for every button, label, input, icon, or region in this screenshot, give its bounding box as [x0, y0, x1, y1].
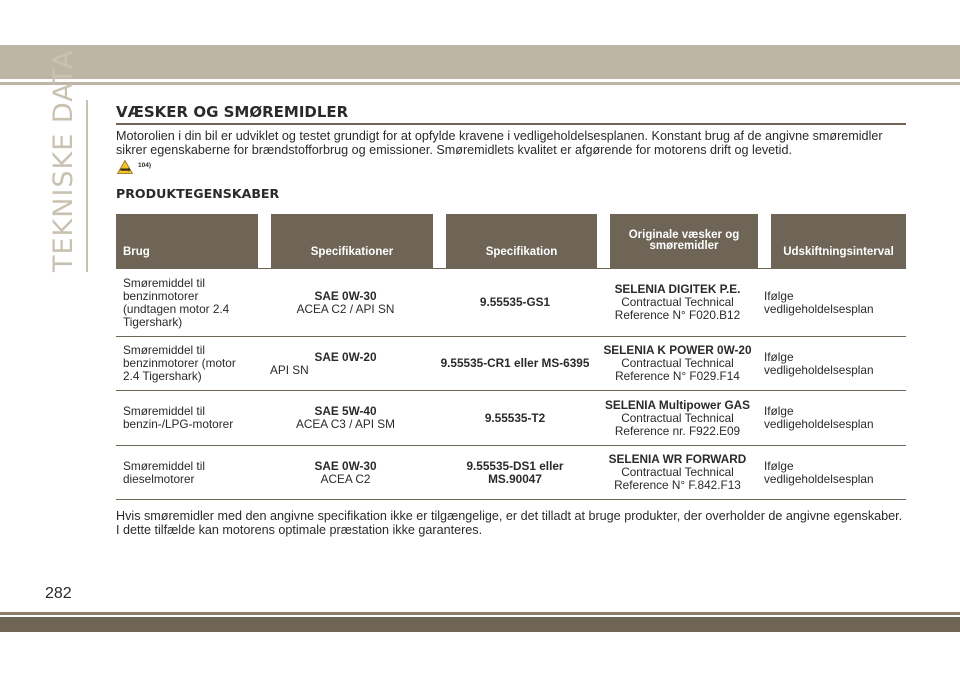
table-header-row	[116, 214, 906, 268]
page-content	[116, 103, 906, 537]
bottom-band	[0, 617, 960, 632]
cell-originale	[597, 337, 758, 391]
cell-brug: Smøremiddel til dieselmotorer	[116, 446, 258, 500]
spec-sub: ACEA C2 / API SN	[296, 301, 395, 316]
bottom-rule	[0, 612, 960, 615]
cell-interval: Ifølge vedligeholdelsesplan	[758, 337, 906, 391]
table-row	[116, 446, 906, 500]
side-section-title: TEKNISKE DATA	[48, 49, 79, 272]
cell-specifikation: 9.55535-DS1 eller MS.90047	[433, 446, 597, 500]
cell-specifikation: 9.55535-T2	[433, 391, 597, 446]
orig-sub: Contractual Technical Reference N° F.842.F13	[614, 465, 741, 492]
cell-interval: Ifølge vedligeholdelsesplan	[758, 268, 906, 337]
header-originale: Originale væsker og smøremidler	[597, 214, 758, 268]
top-band	[0, 45, 960, 79]
cell-originale	[597, 268, 758, 337]
page-number: 282	[45, 585, 72, 602]
cell-brug: Smøremiddel til benzinmotorer (motor 2.4 Tigershark)	[116, 337, 258, 391]
cell-brug: Smøremiddel til benzinmotorer (undtagen motor 2.4 Tigershark)	[116, 268, 258, 337]
top-rule	[0, 82, 960, 85]
cell-interval: Ifølge vedligeholdelsesplan	[758, 391, 906, 446]
cell-specifikationer	[258, 268, 433, 337]
spec-sub: ACEA C2	[320, 471, 371, 486]
header-specifikationer: Specifikationer	[258, 214, 433, 268]
table-row	[116, 268, 906, 337]
warning-reference	[116, 160, 906, 176]
spec-title: SAE 0W-30	[314, 458, 377, 473]
product-properties-table	[116, 214, 906, 500]
orig-title: SELENIA DIGITEK P.E.	[614, 282, 741, 296]
spec-title: SAE 0W-20	[314, 349, 377, 364]
cell-specifikationer	[258, 391, 433, 446]
cell-specifikation: 9.55535-GS1	[433, 268, 597, 337]
orig-sub: Contractual Technical Reference nr. F922.E09	[614, 410, 741, 438]
cell-specifikationer	[258, 446, 433, 500]
spec-sub: ACEA C3 / API SM	[295, 417, 395, 431]
spec-title: SAE 0W-30	[314, 288, 377, 303]
cell-interval: Ifølge vedligeholdelsesplan	[758, 446, 906, 500]
warning-triangle-icon	[117, 160, 133, 174]
orig-title: SELENIA Multipower GAS	[604, 397, 751, 412]
warning-ref-number: 104)	[138, 162, 152, 169]
orig-title: SELENIA WR FORWARD	[608, 452, 747, 466]
cell-originale	[597, 391, 758, 446]
spec-sub: API SN	[270, 362, 309, 377]
cell-originale	[597, 446, 758, 500]
subsection-title: PRODUKTEGENSKABER	[116, 186, 280, 201]
intro-paragraph: Motorolien i din bil er udviklet og testet grundigt for at opfylde kravene i vedligeholdelsesplanen. Konstant brug af de angivne smøremidler sikrer egenskaberne for brændstofforbrug og emissioner. Smøremidlets kvalitet er afgørende for motorens drift og levetid.	[116, 129, 883, 157]
cell-brug: Smøremiddel til benzin-/LPG-motorer	[116, 391, 258, 446]
cell-specifikation: 9.55535-CR1 eller MS-6395	[433, 337, 597, 391]
spec-title: SAE 5W-40	[314, 404, 377, 418]
orig-sub: Contractual Technical Reference N° F029.F14	[615, 356, 740, 383]
section-title: VÆSKER OG SMØREMIDLER	[116, 103, 906, 125]
cell-specifikationer	[258, 337, 433, 391]
header-udskiftning: Udskiftningsinterval	[758, 214, 906, 268]
orig-title: SELENIA K POWER 0W-20	[603, 343, 752, 357]
table-row	[116, 391, 906, 446]
header-specifikation: Specifikation	[433, 214, 597, 268]
orig-sub: Contractual Technical Reference N° F020.B12	[614, 295, 741, 322]
table-row	[116, 337, 906, 391]
outro-paragraph: Hvis smøremidler med den angivne specifikation ikke er tilgængelige, er det tilladt at bruge produkter, der overholder de angivne egenskaber. I dette tilfælde kan motorens optimale præstation ikke garanteres.	[116, 509, 903, 537]
header-brug: Brug	[116, 214, 258, 268]
side-rule	[86, 100, 88, 272]
